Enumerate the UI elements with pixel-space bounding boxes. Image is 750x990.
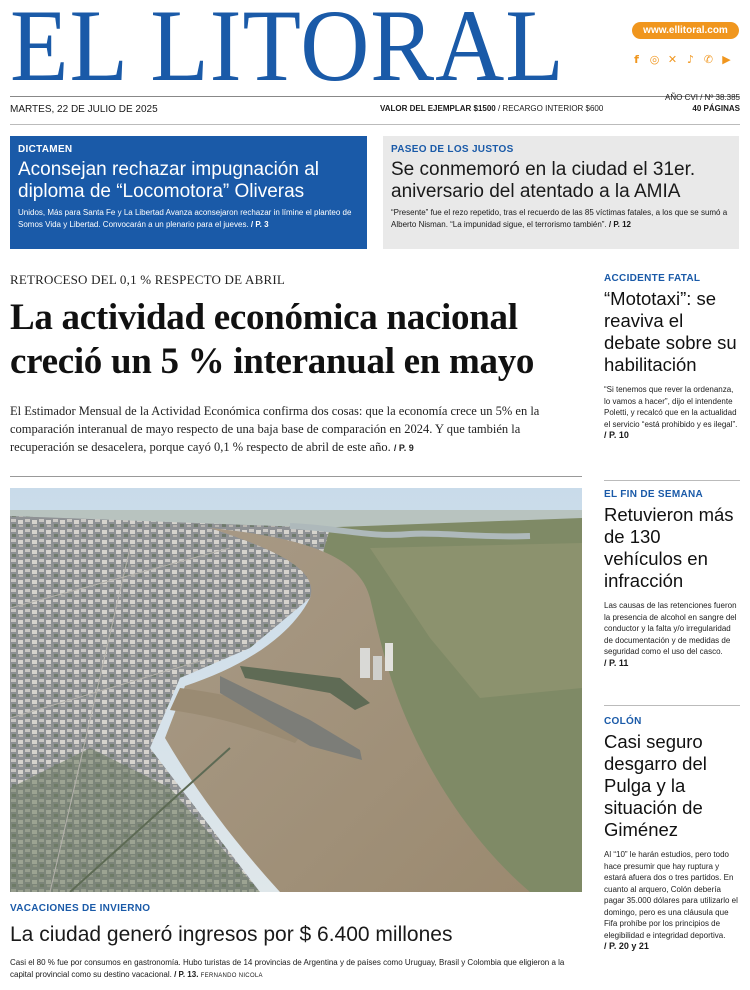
teaser-body-text: “Presente” fue el rezo repetido, tras el recuerdo de las 85 víctimas fatales, a los que se sumó a Alberto Nisman. “La impunidad sigue, el terrorismo también”. [391,208,728,229]
instagram-icon[interactable]: ◎ [649,53,660,66]
teaser-amia[interactable] [383,136,739,249]
page-ref: / P. 13. [174,970,199,979]
meta-divider [10,124,740,125]
teaser-body [18,207,359,231]
teaser-body-text: Unidos, Más para Santa Fe y La Libertad Avanza aconsejaron rechazar in límine el planteo de Somos Vida y Libertad. Convocarán a un plenario para el jueves. [18,208,352,229]
main-body-text: El Estimador Mensual de la Actividad Económica confirma dos cosas: que la economía crece un 5% en la comparación interanual de mayo respecto de una baja base de comparación en 2024. Y que también la recuperación se desacelera, porque cayó 0,1 % respecto de abril de este año. [10,404,540,454]
meta-row [10,93,740,123]
page-ref: / P. 20 y 21 [604,941,649,951]
sidebar-story-mototaxi[interactable] [604,273,740,440]
sidebar-kicker: EL FIN DE SEMANA [604,489,704,500]
facebook-icon[interactable]: f [634,53,639,66]
sidebar-body: Al “10” le harán estudios, pero todo hace presumir que hay ruptura y estará afuera dos o tres partidos. En cuanto al arquero, Colón debería pagar 35.000 dólares para utilizarlo el domingo, pero es una cláusula que Fifa prohíbe por los principios de elegibilidad e integridad deportiva. [604,850,738,940]
x-icon[interactable]: ✕ [667,53,678,66]
page-ref: / P. 12 [608,220,631,229]
teaser-headline[interactable]: Aconsejan rechazar impugnación al diploma de “Locomotora” Oliveras [18,159,320,202]
main-divider [10,476,582,477]
social-links [630,53,733,66]
bottom-body [10,957,582,982]
main-overline: RETROCESO DEL 0,1 % RESPECTO DE ABRIL [10,272,285,287]
teaser-dictamen[interactable] [10,136,367,249]
issue-price [380,104,603,113]
sidebar-body: “Si tenemos que rever la ordenanza, lo vamos a hacer”, dijo el intendente Poletti, y recalcó que en la actualidad el servicio “está prohibido y es ilegal”. [604,385,738,429]
page-count: 40 PÁGINAS [692,104,740,113]
year-issue: AÑO CVI / Nº 38.385 [665,93,740,102]
bottom-body-text: Casi el 80 % fue por consumos en gastronomía. Hubo turistas de 14 provincias de Argentina y de países como Uruguay, Brasil y Colombia que eligieron a la capital provincial como su destino vacacional. [10,958,565,979]
page-ref: / P. 3 [250,220,269,229]
sidebar-headline[interactable]: Retuvieron más de 130 vehículos en infracción [604,504,734,591]
photo-credit: FERNANDO NICOLA [200,973,263,979]
page-ref: / P. 9 [393,443,414,453]
aerial-city-river-image [10,488,582,892]
masthead-divider [10,96,740,97]
page-ref: / P. 10 [604,430,629,440]
bottom-headline[interactable]: La ciudad generó ingresos por $ 6.400 millones [10,923,453,946]
sidebar-story-colon[interactable] [604,716,740,951]
tiktok-icon[interactable]: ♪ [686,53,695,66]
price-label: VALOR DEL EJEMPLAR $1500 [380,104,496,113]
bottom-kicker: VACACIONES DE INVIERNO [10,903,151,914]
sidebar-divider [604,480,740,481]
whatsapp-icon[interactable]: ✆ [703,53,714,66]
sidebar-headline[interactable]: “Mototaxi”: se reaviva el debate sobre su habilitación [604,288,737,375]
teaser-body [391,207,731,231]
masthead-logo[interactable]: EL LITORAL [10,0,565,92]
sidebar-kicker: ACCIDENTE FATAL [604,273,701,284]
page-ref: / P. 11 [604,657,629,668]
sidebar-body: Las causas de las retenciones fueron la presencia de alcohol en sangre del conductor y la falta y/o irregularidad de documentación y de medidas de seguridad como el uso del casco. [604,601,737,656]
youtube-icon[interactable]: ▶ [722,53,731,66]
sidebar-story-vehiculos[interactable] [604,489,740,668]
issue-number [665,92,740,114]
sidebar-divider [604,705,740,706]
teaser-headline[interactable]: Se conmemoró en la ciudad el 31er. aniversario del atentado a la AMIA [391,159,696,202]
main-headline[interactable]: La actividad económica nacional creció un 5 % interanual en mayo [10,297,535,382]
sidebar-kicker: COLÓN [604,716,642,727]
aerial-photo[interactable] [10,488,582,892]
teaser-kicker: PASEO DE LOS JUSTOS [391,144,514,155]
main-body [10,402,582,457]
teaser-kicker: DICTAMEN [18,144,73,155]
sidebar-headline[interactable]: Casi seguro desgarro del Pulga y la situación de Giménez [604,731,707,840]
website-link[interactable]: www.ellitoral.com [632,22,739,39]
price-surcharge: / RECARGO INTERIOR $600 [495,104,604,113]
issue-date: MARTES, 22 DE JULIO DE 2025 [10,104,158,115]
